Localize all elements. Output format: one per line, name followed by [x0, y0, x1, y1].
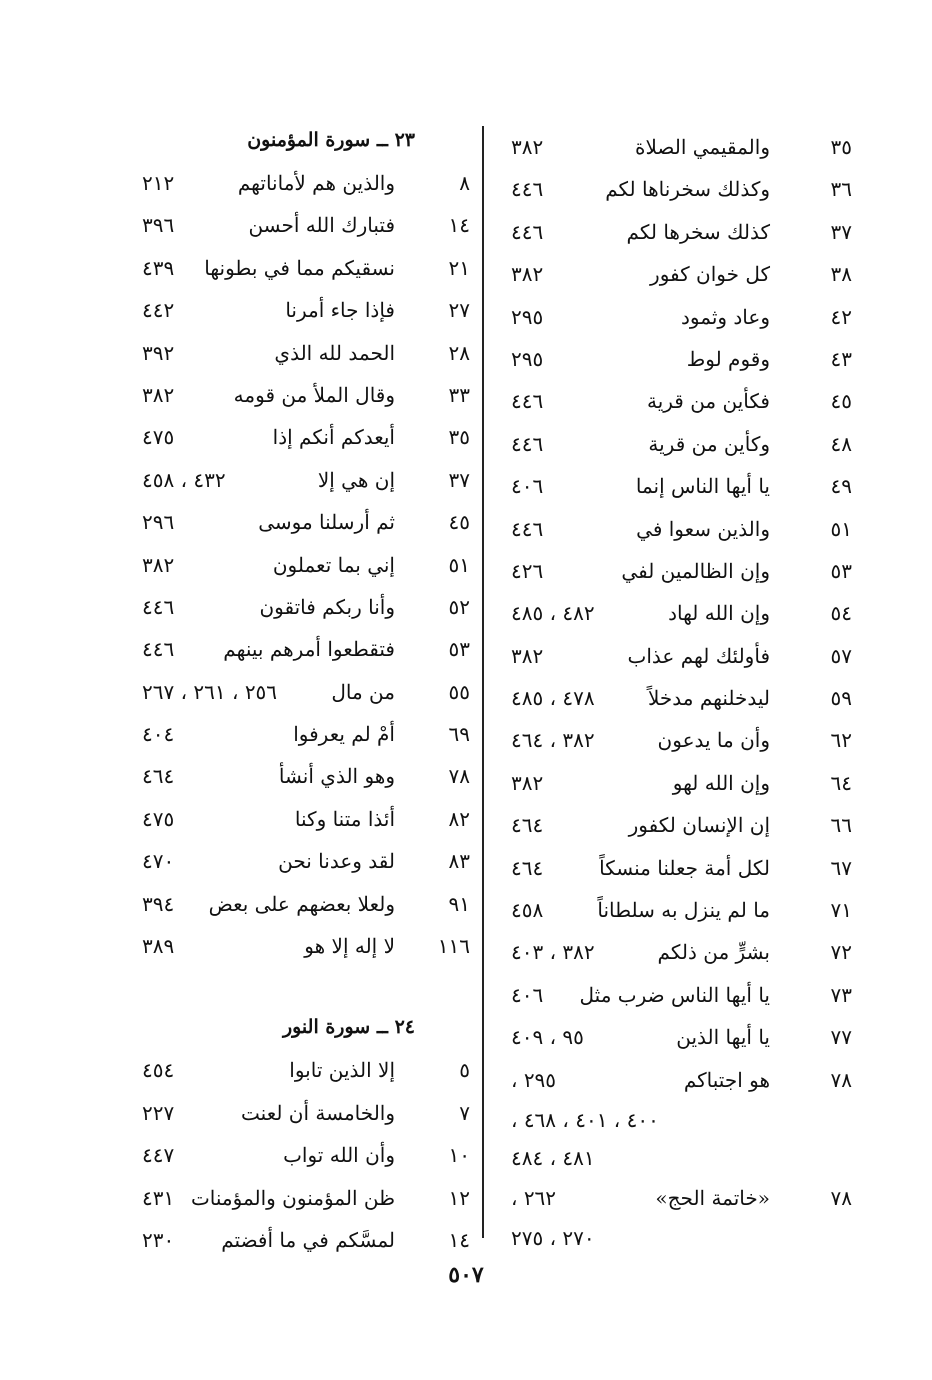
page-reference: ٤٠٤	[142, 722, 175, 747]
page-reference: ٢٢٧	[142, 1100, 175, 1125]
page-reference: ٣٩٢	[142, 340, 175, 365]
index-row	[130, 1177, 470, 1219]
index-row	[130, 671, 470, 713]
page-reference: ٤٧٥	[142, 806, 175, 831]
index-row	[130, 416, 470, 458]
page-reference: ٣٨٢ ، ٤٠٣	[511, 940, 595, 965]
verse-number: ٨٣	[448, 849, 470, 874]
page-reference: ٣٨٢	[511, 135, 544, 159]
verse-number: ٩١	[448, 891, 470, 916]
page-reference: ٢٩٥	[511, 304, 544, 329]
index-row	[130, 204, 470, 246]
verse-number: ٢١	[448, 255, 470, 280]
index-row	[497, 889, 852, 931]
verse-text: يا أيها الناس ضرب مثل	[579, 982, 770, 1007]
index-row	[497, 1016, 852, 1058]
verse-text: وإن الظالمين لفي	[621, 558, 770, 583]
verse-text: فأولئك لهم عذاب	[627, 643, 770, 668]
index-row	[130, 883, 470, 925]
verse-number: ٥٥	[448, 679, 470, 704]
verse-number: ٥	[459, 1058, 470, 1083]
verse-text: وكذلك سخرناها لكم	[605, 177, 770, 202]
verse-text: أئذا متنا وكنا	[294, 806, 395, 831]
page-reference: ٤٤٢	[142, 298, 175, 323]
verse-number: ٣٥	[448, 425, 470, 450]
verse-number: ٧٣	[830, 982, 852, 1007]
verse-text: من مال	[331, 679, 395, 704]
verse-text: إلا الذين تابوا	[289, 1058, 395, 1083]
verse-text: ولعلا بعضهم على بعض	[208, 891, 395, 916]
verse-number: ٦٩	[448, 722, 470, 747]
section-gap	[130, 967, 470, 1005]
page-reference: ٤٧٨ ، ٤٨٥	[511, 686, 595, 711]
verse-number: ١٢	[448, 1185, 470, 1210]
page-reference: ٣٨٢	[511, 262, 544, 287]
page-reference: ٤٤٦	[511, 389, 544, 414]
verse-text: «خاتمة الحج»	[655, 1185, 770, 1210]
verse-number: ٤٩	[830, 474, 852, 499]
index-row	[497, 550, 852, 592]
verse-text: هو اجتباكم	[683, 1067, 770, 1092]
page-reference: ٣٨٢	[142, 552, 175, 577]
verse-number: ٧٨	[830, 1067, 852, 1092]
verse-text: أيعدكم أنكم إذا	[272, 425, 395, 450]
verse-text: فإذا جاء أمرنا	[285, 298, 395, 323]
index-row	[497, 296, 852, 338]
verse-text: وقوم لوط	[686, 346, 770, 371]
verse-number: ٥١	[830, 516, 852, 541]
verse-number: ٦٧	[830, 855, 852, 880]
page-reference: ٢٩٦	[142, 510, 175, 535]
verse-text: وعاد وثمود	[681, 304, 770, 329]
surah-heading: ٢٤ ــ سورة النور	[282, 1016, 415, 1039]
verse-text: والذين هم لأماناتهم	[237, 171, 395, 195]
verse-text: لقد وعدنا نحن	[278, 849, 395, 874]
page-reference: ٤٦٤	[511, 813, 544, 838]
index-row	[497, 847, 852, 889]
verse-number: ٥٤	[830, 601, 852, 626]
page-reference: ٤٤٦	[511, 516, 544, 541]
index-row	[130, 162, 470, 204]
index-row	[497, 338, 852, 380]
surah-heading: ٢٣ ــ سورة المؤمنون	[247, 129, 415, 151]
verse-number: ٧	[459, 1100, 470, 1125]
page-reference: ٤٤٦	[511, 219, 544, 244]
verse-text: ما لم ينزل به سلطاناً	[597, 898, 770, 923]
page-reference: ٤٦٤	[511, 855, 544, 880]
index-row	[130, 713, 470, 755]
index-row	[130, 1134, 470, 1176]
index-row	[497, 719, 852, 761]
page-reference: ٤٤٦	[511, 431, 544, 456]
right-column	[497, 118, 852, 1257]
page-reference-continuation	[497, 1101, 852, 1139]
index-row	[130, 840, 470, 882]
verse-number: ١٤	[448, 1227, 470, 1252]
page-reference: ٤٤٦	[142, 637, 175, 662]
page-reference: ٤٦٤	[142, 764, 175, 789]
index-row	[497, 253, 852, 295]
left-column	[130, 118, 470, 1261]
verse-text: إن الإنسان لكفور	[628, 813, 770, 838]
verse-number: ٣٥	[830, 135, 852, 159]
index-row	[130, 1219, 470, 1261]
page-reference: ٤٨٢ ، ٤٨٥	[511, 601, 595, 626]
index-row	[497, 1177, 852, 1219]
verse-number: ٨	[459, 171, 470, 195]
page-reference: ٤٢٦	[511, 558, 544, 583]
page-reference: ٣٨٢ ، ٤٦٤	[511, 728, 595, 753]
index-row	[497, 677, 852, 719]
page-reference: ٣٨٢	[511, 643, 544, 668]
verse-text: يا أيها الناس إنما	[635, 474, 770, 499]
verse-number: ٤٢	[830, 304, 852, 329]
verse-text: نسقيكم مما في بطونها	[204, 255, 395, 280]
verse-text: وإن الله لهو	[672, 770, 770, 795]
verse-text: وقال الملأ من قومه	[233, 382, 395, 407]
verse-number: ٦٦	[830, 813, 852, 838]
verse-text: وهو الذي أنشأ	[278, 764, 395, 789]
verse-text: فتقطعوا أمرهم بينهم	[223, 637, 395, 662]
verse-text: كل خوان كفور	[650, 262, 770, 287]
page-reference-continuation	[497, 1219, 852, 1257]
verse-number: ٤٨	[830, 431, 852, 456]
verse-number: ٧٨	[830, 1185, 852, 1210]
verse-text: لا إله إلا هو	[304, 934, 395, 959]
index-row	[130, 544, 470, 586]
page-reference: ٤٥٤	[142, 1058, 175, 1083]
verse-text: بشرٍّ من ذلكم	[657, 940, 770, 965]
index-row	[497, 380, 852, 422]
verse-text: وإن الله لهاد	[668, 601, 770, 626]
index-row	[497, 635, 852, 677]
page-reference: ٢٧٠ ، ٢٧٥	[511, 1226, 595, 1251]
page-reference: ٣٨٢	[511, 770, 544, 795]
page-reference: ٤٤٦	[511, 177, 544, 202]
index-row	[130, 289, 470, 331]
page-reference: ٤٤٧	[142, 1143, 175, 1168]
verse-number: ٤٥	[830, 389, 852, 414]
index-row	[497, 168, 852, 210]
verse-number: ٧٨	[448, 764, 470, 789]
verse-text: والمقيمي الصلاة	[634, 135, 770, 159]
page-reference: ٤٣٢ ، ٤٥٨	[142, 467, 226, 492]
verse-number: ٢٨	[448, 340, 470, 365]
column-divider	[482, 126, 484, 1238]
page-reference: ٤٠٠ ، ٤٠١ ، ٤٦٨ ،	[511, 1107, 659, 1132]
page-reference: ٣٨٢	[142, 382, 175, 407]
page-reference: ٢٣٠	[142, 1227, 175, 1252]
index-row	[497, 126, 852, 168]
index-row	[130, 628, 470, 670]
index-row	[497, 762, 852, 804]
index-row	[130, 332, 470, 374]
page-reference-continuation	[497, 1139, 852, 1177]
verse-text: فتبارك الله أحسن	[248, 213, 395, 238]
index-row	[130, 459, 470, 501]
page-reference: ٣٨٩	[142, 934, 175, 959]
verse-text: إني بما تعملون	[272, 552, 395, 577]
page-reference: ٤٥٨	[511, 898, 544, 923]
index-row	[497, 508, 852, 550]
verse-number: ٣٣	[448, 382, 470, 407]
verse-text: والخامسة أن لعنت	[241, 1100, 395, 1125]
page-number: ٥٠٧	[448, 1262, 484, 1288]
index-row	[497, 1059, 852, 1101]
verse-number: ٤٥	[448, 510, 470, 535]
verse-number: ١٤	[448, 213, 470, 238]
verse-number: ٥١	[448, 552, 470, 577]
verse-text: ليدخلنهم مدخلاً	[647, 686, 770, 711]
page-reference: ٤٤٦	[142, 594, 175, 619]
page-reference: ٤٣٩	[142, 255, 175, 280]
page-reference: ٢١٢	[142, 171, 175, 195]
verse-text: إن هي إلا	[317, 467, 395, 492]
page-reference: ٢٩٥	[511, 346, 544, 371]
verse-number: ٥٧	[830, 643, 852, 668]
verse-number: ٣٧	[448, 467, 470, 492]
page-reference: ٤٧٠	[142, 849, 175, 874]
page-reference: ٩٥ ، ٤٠٩	[511, 1025, 584, 1050]
verse-text: ظن المؤمنون والمؤمنات	[190, 1185, 395, 1210]
verse-text: وكأين من قرية	[648, 431, 770, 456]
verse-number: ٧١	[830, 898, 852, 923]
index-row	[497, 974, 852, 1016]
verse-number: ٦٢	[830, 728, 852, 753]
index-row	[130, 1049, 470, 1091]
index-row	[130, 755, 470, 797]
verse-text: لمسَّكم في ما أفضتم	[221, 1227, 395, 1252]
verse-text: ثم أرسلنا موسى	[258, 510, 395, 535]
index-row	[130, 798, 470, 840]
verse-text: كذلك سخرها لكم	[626, 219, 770, 244]
verse-number: ٣٦	[830, 177, 852, 202]
index-row	[130, 247, 470, 289]
verse-text: أمْ لم يعرفوا	[293, 722, 395, 747]
index-row	[497, 592, 852, 634]
page-reference: ٤٠٦	[511, 982, 544, 1007]
verse-text: لكل أمة جعلنا منسكاً	[599, 855, 770, 880]
verse-text: يا أيها الذين	[676, 1025, 770, 1050]
verse-number: ٧٢	[830, 940, 852, 965]
page-reference: ٤٠٦	[511, 474, 544, 499]
verse-number: ٥٩	[830, 686, 852, 711]
index-row	[130, 1092, 470, 1134]
verse-number: ٢٧	[448, 298, 470, 323]
verse-number: ١٠	[448, 1143, 470, 1168]
verse-number: ٤٣	[830, 346, 852, 371]
verse-text: فكأين من قرية	[646, 389, 770, 414]
page-reference: ٤٣١	[142, 1185, 175, 1210]
verse-number: ٣٨	[830, 262, 852, 287]
verse-number: ٦٤	[830, 770, 852, 795]
page-reference: ٢٩٥ ،	[511, 1067, 557, 1092]
index-row	[497, 465, 852, 507]
page-reference: ٢٦٢ ،	[511, 1185, 557, 1210]
index-row	[130, 925, 470, 967]
index-row	[497, 423, 852, 465]
page-reference: ٣٩٤	[142, 891, 175, 916]
index-row	[130, 501, 470, 543]
page-reference: ٣٩٦	[142, 213, 175, 238]
verse-number: ١١٦	[437, 934, 470, 959]
verse-number: ٧٧	[830, 1025, 852, 1050]
verse-text: وأنا ربكم فاتقون	[259, 594, 395, 619]
page-reference: ٢٥٦ ، ٢٦١ ، ٢٦٧	[142, 679, 278, 704]
verse-text: وأن الله تواب	[283, 1143, 395, 1168]
index-row	[497, 931, 852, 973]
index-row	[130, 374, 470, 416]
page-reference: ٤٧٥	[142, 425, 175, 450]
page-reference: ٤٨١ ، ٤٨٤	[511, 1145, 595, 1170]
verse-number: ٨٢	[448, 806, 470, 831]
index-row	[497, 804, 852, 846]
verse-text: وأن ما يدعون	[657, 728, 770, 753]
verse-number: ٥٣	[448, 637, 470, 662]
verse-number: ٥٢	[448, 594, 470, 619]
index-row	[130, 586, 470, 628]
verse-number: ٥٣	[830, 558, 852, 583]
verse-text: الحمد لله الذي	[274, 340, 395, 365]
verse-number: ٣٧	[830, 219, 852, 244]
verse-text: والذين سعوا في	[636, 516, 770, 541]
index-row	[497, 211, 852, 253]
